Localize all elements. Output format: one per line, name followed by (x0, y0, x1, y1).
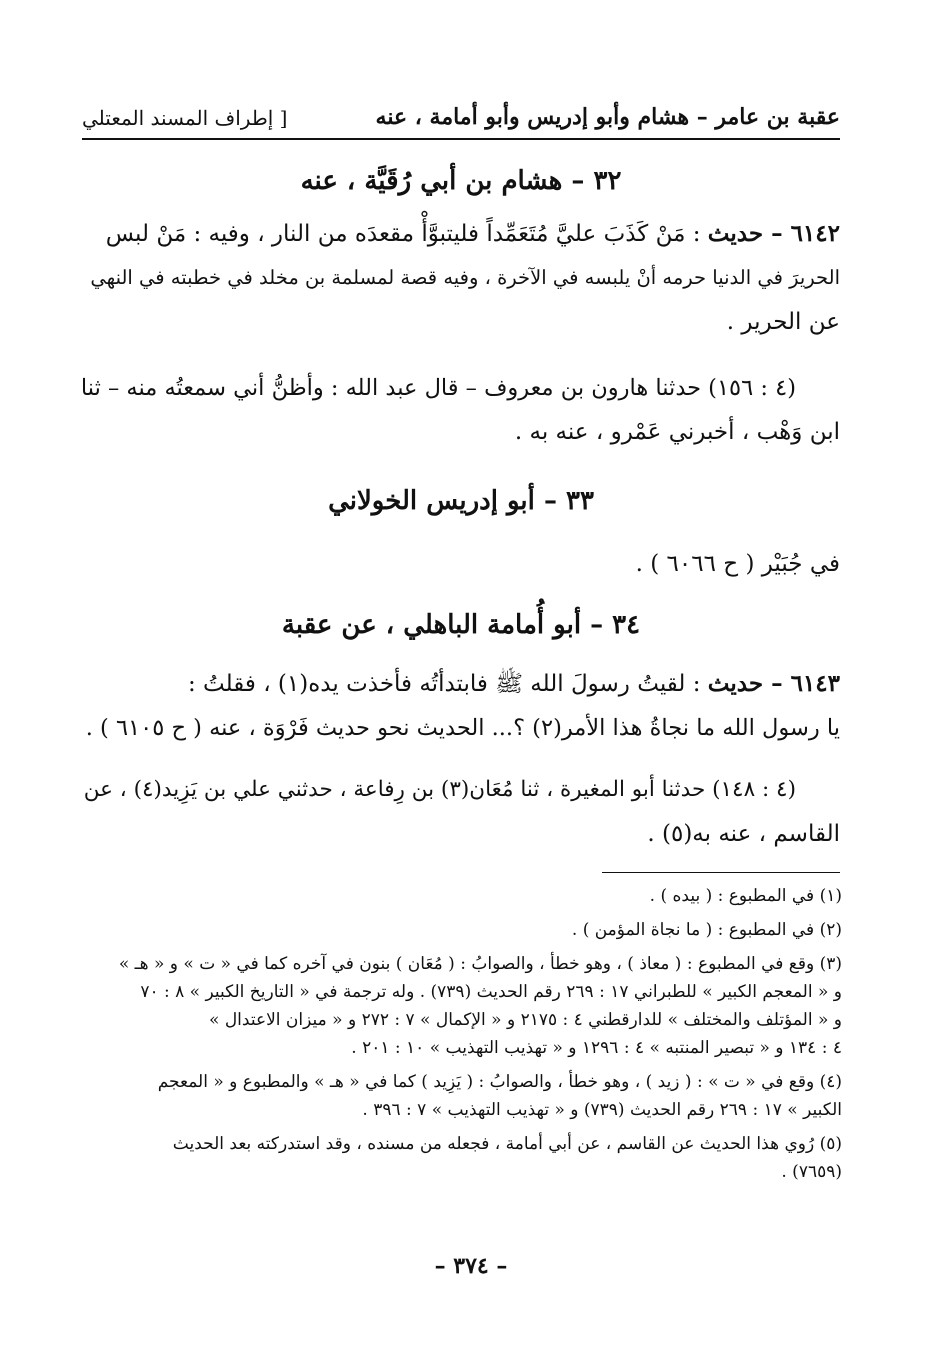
hadith-line: يا رسول الله ما نجاةُ هذا الأمر(٢) ؟... الحديث نحو حديث فَرْوَة ، عنه ( ح ٦١٠٥ ) . (85, 715, 840, 741)
footnote-separator (602, 872, 840, 873)
footnotes (100, 882, 842, 1192)
footnote-line: و « المعجم الكبير » للطبراني ١٧ : ٢٦٩ رقم الحديث (٧٣٩) . وله ترجمة في « التاريخ الكبير » ٨ : ٧٠ (140, 982, 842, 1002)
section-heading-34: ٣٤ – أبو أُمامة الباهلي ، عن عقبة (281, 610, 641, 640)
isnad-line: القاسم ، عنه به(٥) . (647, 821, 840, 847)
footnote-line: و « المؤتلف والمختلف » للدارقطني ٤ : ٢١٧٥ و « الإكمال » ٧ : ٢٧٢ و « ميزان الاعتدال » (209, 1010, 842, 1030)
hadith-text: : مَنْ كَذَبَ عليَّ مُتَعَمِّداً فليتبوَّأْ مقعدَه من النار ، وفيه : مَنْ لبس (105, 221, 701, 247)
hadith-line (82, 212, 840, 256)
footnote-line: (٧٦٥٩) . (781, 1162, 842, 1182)
section-heading-32: ٣٢ – هشام بن أبي رُقَيَّة ، عنه (300, 166, 622, 196)
footnote-2 (100, 916, 842, 944)
hadith-number: ٦١٤٢ – حديث (707, 220, 840, 247)
isnad-line: ابن وَهْب ، أخبرني عَمْرو ، عنه به . (514, 419, 840, 445)
hadith-line (82, 662, 840, 706)
footnote-1 (100, 882, 842, 910)
hadith-6142 (82, 212, 840, 344)
hadith-number: ٦١٤٣ – حديث (707, 670, 840, 697)
page-number: – ٣٧٤ – (434, 1253, 508, 1279)
footnote-3 (100, 950, 842, 1062)
hadith-line: عن الحرير . (726, 309, 840, 335)
footnote-line: الكبير » ١٧ : ٢٦٩ رقم الحديث (٧٣٩) و « تهذيب التهذيب » ٧ : ٣٩٦ . (362, 1100, 842, 1120)
section-heading-33: ٣٣ – أبو إدريس الخولاني (328, 486, 594, 516)
isnad-6143 (82, 768, 840, 856)
isnad-line: (٤ : ١٤٨) حدثنا أبو المغيرة ، ثنا مُعَان(٣) بن رِفاعة ، حدثني علي بن يَزِيد(٤) ، عن (83, 777, 796, 802)
footnote-line: (١) في المطبوع : ( بيده ) . (649, 886, 842, 906)
isnad-line: (٤ : ١٥٦) حدثنا هارون بن معروف – قال عبد الله : وأظنُّ أني سمعتُه منه – ثنا (80, 375, 796, 401)
isnad-6142 (82, 366, 840, 454)
reference-line: في جُبَيْر ( ح ٦٠٦٦ ) . (635, 551, 840, 577)
footnote-4 (100, 1068, 842, 1124)
running-header (82, 100, 840, 140)
footnote-line: (٥) رُوي هذا الحديث عن القاسم ، عن أبي أمامة ، فجعله من مسنده ، وقد استدركته بعد الحديث (172, 1134, 842, 1154)
header-book-title: [ إطراف المسند المعتلي (82, 106, 288, 130)
footnote-line: ٤ : ١٣٤ و « تبصير المنتبه » ٤ : ١٢٩٦ و « تهذيب التهذيب » ١٠ : ٢٠١ . (351, 1038, 842, 1058)
footnote-5 (100, 1130, 842, 1186)
header-title: عقبة بن عامر – هشام وأبو إدريس وأبو أمامة ، عنه (375, 104, 840, 130)
hadith-line: الحريرَ في الدنيا حرمه أنْ يلبسه في الآخرة ، وفيه قصة لمسلمة بن مخلد في خطبته في النهي (90, 266, 840, 289)
footnote-line: (٤) وقع في « ت » : ( زيد ) ، وهو خطأ ، والصوابُ : ( يَزِيد ) كما في « هـ » والمطبوع و « المعجم (157, 1072, 842, 1092)
hadith-text: : لقيتُ رسولَ الله ﷺ فابتدأتُه فأخذت يده(١) ، فقلتُ : (188, 671, 701, 697)
hadith-6143 (82, 662, 840, 750)
section-33-reference (82, 542, 840, 586)
footnote-line: (٢) في المطبوع : ( ما نجاة المؤمن ) . (571, 920, 842, 940)
footnote-line: (٣) وقع في المطبوع : ( معاذ ) ، وهو خطأ ، والصوابُ : ( مُعَان ) بنون في آخره كما في « ت » و « هـ » (118, 954, 842, 974)
